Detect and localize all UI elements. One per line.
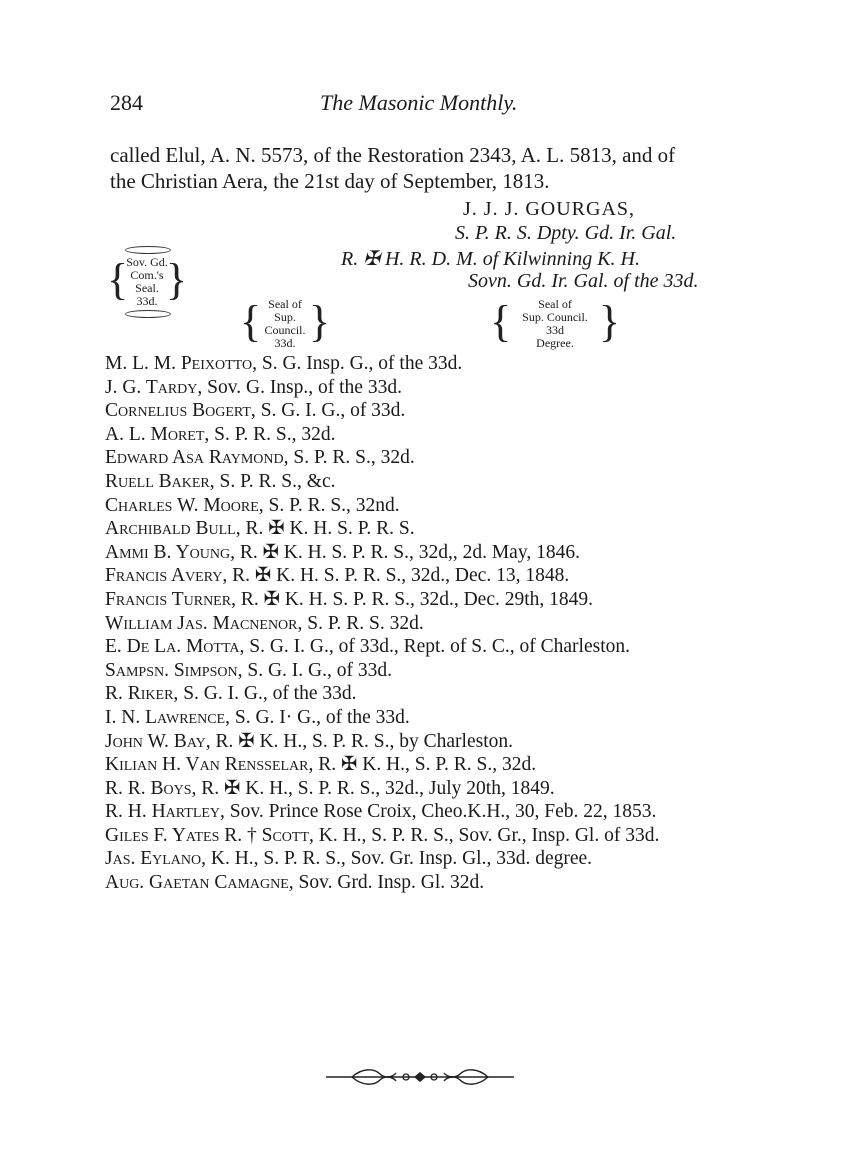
brace-left: { <box>490 297 512 346</box>
list-item <box>105 423 765 447</box>
member-name: A. L. Moret, <box>105 423 210 445</box>
member-name: Charles W. Moore, <box>105 494 264 516</box>
seal-text: Sup. Council. <box>522 310 588 324</box>
member-name: Francis Turner, <box>105 588 236 610</box>
seal-sup-council-degree <box>490 294 620 350</box>
body-line: the Christian Aera, the 21st day of September, 1813. <box>110 169 550 193</box>
seal-text: 33d. <box>274 336 296 350</box>
member-name: J. G. Tardy, <box>105 376 203 398</box>
brace-right: } <box>165 255 187 304</box>
list-item <box>105 446 765 470</box>
brace-right: } <box>598 297 620 346</box>
list-item <box>105 399 765 423</box>
seal-text: Seal of <box>268 297 302 311</box>
list-item <box>105 635 765 659</box>
seal-sov-gd-com <box>107 252 187 308</box>
member-titles: S. G. I. G., of the 33d. <box>178 683 357 705</box>
seal-text: Com.'s <box>130 268 164 282</box>
list-item <box>105 706 765 730</box>
list-item <box>105 564 765 588</box>
list-item <box>105 517 765 541</box>
member-name: M. L. M. Peixotto, <box>105 353 257 374</box>
member-name: I. N. Lawrence, <box>105 706 230 728</box>
member-titles: Sov. Grd. Insp. Gl. 32d. <box>293 872 485 894</box>
member-titles: S. P. R. S. 32d. <box>302 612 424 634</box>
member-name: Giles F. Yates R. † Scott, <box>105 824 314 846</box>
member-name: Jas. Eylano, <box>105 848 207 870</box>
member-titles: Sov. G. Insp., of the 33d. <box>202 376 402 398</box>
member-name: Edward Asa Raymond, <box>105 447 289 469</box>
member-titles: S. G. I. G., of 33d. <box>255 400 406 422</box>
member-titles: S. G. I. G., of 33d. <box>242 659 392 681</box>
member-titles: S. G. Insp. G., of the 33d. <box>256 353 463 374</box>
member-titles: R. ✠ K. H. S. P. R. S., 32d., Dec. 13, 1848. <box>227 565 570 587</box>
brace-right: } <box>308 297 330 346</box>
signatory-name: J. J. J. GOURGAS, <box>463 198 636 220</box>
member-name: Cornelius Bogert, <box>105 400 256 422</box>
member-name: Francis Avery, <box>105 565 228 587</box>
member-titles: S. P. R. S., 32d. <box>209 423 336 445</box>
seal-text: 33d. <box>136 294 158 308</box>
signatory-title: R. ✠ H. R. D. M. of Kilwinning K. H. <box>341 248 640 270</box>
member-titles: R. ✠ K. H., S. P. R. S., by Charleston. <box>210 730 513 752</box>
member-titles: S. P. R. S., &c. <box>214 470 336 492</box>
seal-text: Council. <box>264 323 306 337</box>
running-title: The Masonic Monthly. <box>320 90 518 115</box>
member-titles: S. P. R. S., 32nd. <box>263 494 400 516</box>
member-titles: R. ✠ K. H., S. P. R. S., 32d., July 20th, 1849. <box>196 777 555 799</box>
member-titles: R. ✠ K. H. S. P. R. S. <box>240 518 415 540</box>
list-item <box>105 753 765 777</box>
seal-arc-bottom <box>125 310 171 318</box>
end-ornament-icon <box>322 1064 518 1090</box>
list-item <box>105 541 765 565</box>
member-titles: K. H., S. P. R. S., Sov. Gr. Insp. Gl., 33d. degree. <box>206 848 593 870</box>
seal-text: Degree. <box>536 336 574 350</box>
list-item <box>105 777 765 801</box>
member-name: Sampsn. Simpson, <box>105 659 243 681</box>
member-name: R. R. Boys, <box>105 777 197 799</box>
body-paragraph <box>110 142 760 194</box>
member-titles: Sov. Prince Rose Croix, Cheo.K.H., 30, Feb. 22, 1853. <box>224 801 657 823</box>
list-item <box>105 824 765 848</box>
member-titles: K. H., S. P. R. S., Sov. Gr., Insp. Gl. of 33d. <box>313 824 660 846</box>
member-titles: S. P. R. S., 32d. <box>288 447 415 469</box>
member-name: Ammi B. Young, <box>105 541 235 563</box>
list-item <box>105 659 765 683</box>
body-line: called Elul, A. N. 5573, of the Restoration 2343, A. L. 5813, and of <box>110 143 676 167</box>
list-item <box>105 588 765 612</box>
names-list <box>105 352 765 895</box>
seal-text: Seal. <box>135 281 159 295</box>
member-name: E. De La. Motta, <box>105 636 245 658</box>
member-titles: S. G. I. G., of 33d., Rept. of S. C., of Charleston. <box>244 636 631 658</box>
seal-text: 33d <box>546 323 564 337</box>
signatory-title: S. P. R. S. Dpty. Gd. Ir. Gal. <box>455 222 677 244</box>
signatory-title: Sovn. Gd. Ir. Gal. of the 33d. <box>468 270 699 292</box>
list-item <box>105 376 765 400</box>
brace-left: { <box>107 255 129 304</box>
list-item <box>105 730 765 754</box>
list-item <box>105 470 765 494</box>
page-number: 284 <box>110 90 143 115</box>
seal-text: Seal of <box>538 297 572 311</box>
list-item <box>105 494 765 518</box>
seal-text: Sup. <box>274 310 296 324</box>
member-name: Archibald Bull, <box>105 518 241 540</box>
member-titles: R. ✠ K. H. S. P. R. S., 32d., Dec. 29th, 1849. <box>235 588 594 610</box>
list-item <box>105 352 765 376</box>
member-name: R. Riker, <box>105 683 179 705</box>
member-name: Ruell Baker, <box>105 470 215 492</box>
member-name: John W. Bay, <box>105 730 211 752</box>
member-titles: R. ✠ K. H. S. P. R. S., 32d,, 2d. May, 1846. <box>234 541 580 563</box>
member-name: Aug. Gaetan Camagne, <box>105 872 294 894</box>
list-item <box>105 800 765 824</box>
member-name: Kilian H. Van Rensselar, <box>105 754 314 776</box>
page-header <box>110 90 750 120</box>
member-name: William Jas. Macnenor, <box>105 612 303 634</box>
member-titles: S. G. I· G., of the 33d. <box>229 706 410 728</box>
list-item <box>105 871 765 895</box>
list-item <box>105 612 765 636</box>
member-titles: R. ✠ K. H., S. P. R. S., 32d. <box>313 754 537 776</box>
seal-sup-council <box>240 294 330 350</box>
seal-text: Sov. Gd. <box>126 255 168 269</box>
list-item <box>105 682 765 706</box>
member-name: R. H. Hartley, <box>105 801 225 823</box>
brace-left: { <box>240 297 262 346</box>
list-item <box>105 847 765 871</box>
